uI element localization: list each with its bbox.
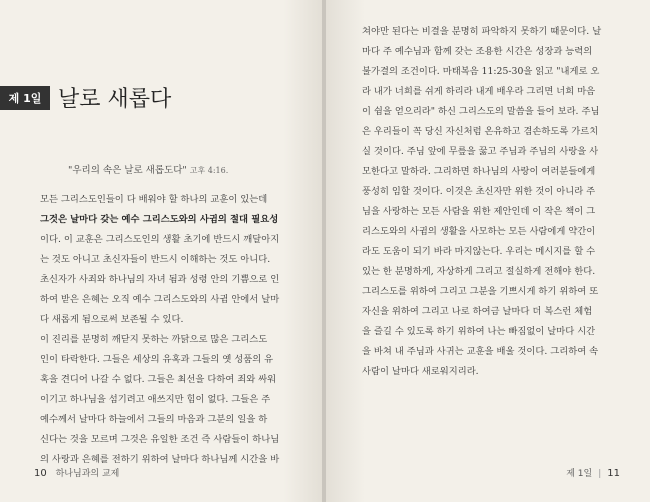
right-page <box>326 0 650 502</box>
text-line: 초신자가 사죄와 하나님의 자녀 됨과 성령 안의 기쁨으로 인 <box>40 274 280 285</box>
text-line: 이다. 이 교훈은 그리스도인의 생활 초기에 반드시 깨달아지 <box>40 234 280 245</box>
page-number: 11 <box>607 468 620 479</box>
text-line: 모든 그리스도인들이 다 배워야 할 하나의 교훈이 있는데 <box>40 194 268 205</box>
text-line: 리스도와의 사귐의 생활을 사모하는 모든 사람에게 약간이 <box>362 226 596 237</box>
left-body-text <box>40 190 302 470</box>
text-line: 을 즐길 수 있도록 하기 위하여 나는 빠짐없이 날마다 시간 <box>362 326 596 337</box>
text-line: 예수께서 날마다 하늘에서 그들의 마음과 그분의 일을 하 <box>40 414 268 425</box>
text-line: 사람이 날마다 새로워지리라. <box>362 366 479 377</box>
epigraph <box>68 162 228 176</box>
text-line: 이 쉼을 얻으리라" 하신 그리스도의 말씀을 들어 보라. 주님 <box>362 106 600 117</box>
text-line: 자신을 위하여 그리고 나로 하여금 날마다 더 복스런 체험 <box>362 306 593 317</box>
text-line: 라도 도움이 되기 바라 마지않는다. 우리는 메시지를 할 수 <box>362 246 596 257</box>
epigraph-quote: "우리의 속은 날로 새롭도다" <box>68 165 187 176</box>
text-line: 불가결의 조건이다. 마태복음 11:25-30을 읽고 "내게로 오 <box>362 66 600 77</box>
running-head: 하나님과의 교제 <box>55 469 120 479</box>
text-line: 이 진리를 분명히 깨닫지 못하는 까닭으로 많은 그리스도 <box>40 334 268 345</box>
text-line: 그것은 날마다 갖는 예수 그리스도와의 사귐의 절대 필요성 <box>40 214 279 225</box>
text-line: 있는 한 분명하게, 자상하게 그리고 절실하게 전해야 한다. <box>362 266 596 277</box>
text-line: 인이 타락한다. 그들은 세상의 유혹과 그들의 옛 성품의 유 <box>40 354 274 365</box>
text-line: 은 우리들이 꼭 당신 자신처럼 온유하고 겸손하도록 가르치 <box>362 126 599 137</box>
left-page <box>0 0 322 502</box>
folio-separator: | <box>598 469 602 479</box>
text-line: 풍성히 임할 것이다. 이것은 초신자만 위한 것이 아니라 주 <box>362 186 596 197</box>
right-body-text <box>362 22 624 382</box>
text-line: 을 바쳐 내 주님과 사귀는 교훈을 배울 것이다. 그리하여 속 <box>362 346 599 357</box>
text-line: 다 새롭게 됨으로써 보존될 수 있다. <box>40 314 184 325</box>
text-line: 신다는 것을 모르며 그것은 유일한 조건 즉 사람들이 하나님 <box>40 434 280 445</box>
chapter-badge: 제 1일 <box>0 86 50 110</box>
chapter-title: 날로 새롭다 <box>58 87 172 112</box>
left-folio <box>34 466 119 479</box>
text-line: 모한다고 말하라. 그리하면 하나님의 사랑이 여러분들에게 <box>362 166 596 177</box>
text-line: 님을 사랑하는 모든 사람을 위한 제안인데 이 작은 책이 그 <box>362 206 596 217</box>
text-line: 그리스도를 위하여 그리고 그분을 기쁘시게 하기 위하여 또 <box>362 286 599 297</box>
text-line: 마다 주 예수님과 함께 갖는 조용한 시간은 성장과 능력의 <box>362 46 593 57</box>
text-line: 하여 받은 은혜는 오직 예수 그리스도와의 사귐 안에서 날마 <box>40 294 280 305</box>
right-folio <box>566 466 620 479</box>
text-line: 실 것이다. 주님 앞에 무릎을 꿇고 주님과 주님의 사랑을 사 <box>362 146 599 157</box>
epigraph-reference: 고후 4:16. <box>189 166 229 175</box>
text-line: 혹을 견디어 나갈 수 없다. 그들은 최선을 다하여 죄와 싸워 <box>40 374 277 385</box>
text-line: 이기고 하나님을 섬기려고 애쓰지만 힘이 없다. 그들은 주 <box>40 394 271 405</box>
text-line: 의 사랑과 은혜를 전하기 위하여 날마다 하나님께 시간을 바 <box>40 454 280 465</box>
text-line: 라 내가 너희를 쉬게 하리라 내게 배우라 그리면 너희 마음 <box>362 86 596 97</box>
page-number: 10 <box>34 468 47 479</box>
text-line: 는 것도 아니고 초신자들이 반드시 이해하는 것도 아니다. <box>40 254 271 265</box>
running-head: 제 1일 <box>566 469 593 479</box>
text-line: 쳐야만 된다는 비결을 분명히 파악하지 못하기 때문이다. 날 <box>362 26 602 37</box>
